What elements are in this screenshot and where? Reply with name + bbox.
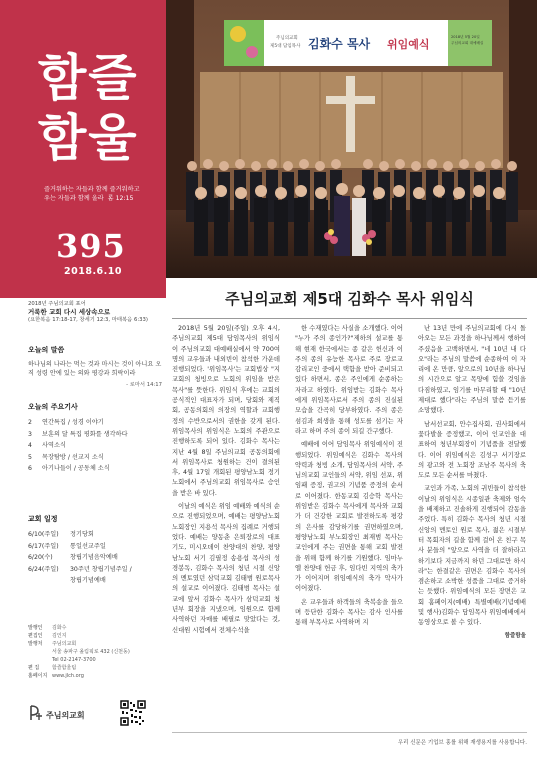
masthead-tagline xyxy=(44,185,160,203)
story-title: 목장탐방 / 선교지 소식 xyxy=(42,453,104,461)
footer-divider xyxy=(172,732,527,733)
story-item[interactable] xyxy=(28,429,162,441)
story-item[interactable] xyxy=(28,463,162,475)
story-title: 사역소식 xyxy=(42,442,66,449)
schedule-item xyxy=(28,552,162,564)
verse-heading: 오늘의 말씀 xyxy=(28,346,65,354)
article-paragraph: 남서선교회, 안수집사회, 권사회에서 꽃다발을 증정했고, 이어 인교인을 대표하여 청년부회장이 기념품을 전달했다. 이어 위임예식은 김성구 서기장로의 광고와 전 노회장 조남주 목사의 축도로 모든 순서를 마쳤다. xyxy=(418,420,526,480)
church-logo-icon xyxy=(28,704,44,722)
church-logo-row xyxy=(28,700,162,730)
verse-reference: - 로마서 14:17 xyxy=(126,382,162,388)
colophon-phone: Tel 02-2147-3700 xyxy=(52,657,96,663)
verse-text: 하나님의 나라는 먹는 것과 마시는 것이 아니요 오직 성령 안에 있는 의와 평강과 희락이라 xyxy=(28,361,162,377)
colophon-key: 발행처 xyxy=(28,641,43,647)
schedule-event: 창립기념음악예배 xyxy=(70,554,118,561)
colophon-value: 김화수 xyxy=(52,625,67,631)
article-paragraph: 한 수재였다는 사실을 소개했다. 이어 "누가 주의 종인가?"제하의 설교를 통해 현재 한국에서는 종 같은 헌신과 이 주의 종의 유능한 목사로 주로 장로교 감리교인 중에서 택함을 받아 준비되고 있다 하면서, 종은 주인에게 순종하는 자라고 하였다. 위임받는 김화수 목사에게 위임목사로서 주의 종의 진실된 모습을 간곡히 당부하였다. 주의 종은 섬김과 희생을 통해 성도를 섬기는 자라고 하며 주의 종이 되길 간구했다. xyxy=(295,325,404,435)
schedule-item xyxy=(28,575,162,587)
church-logo-text: 주님의교회 xyxy=(46,711,85,720)
tagline-line-1: 즐거워하는 자들과 함께 즐거워하고 xyxy=(44,186,140,193)
schedule-date: 6/20(수) xyxy=(28,554,53,561)
stories-heading: 오늘의 주요기사 xyxy=(28,403,78,411)
colophon-value: 주님의교회 xyxy=(52,641,77,647)
banner-small-line-1: 주님의교회 xyxy=(276,36,298,41)
banner-date: 2018년 5월 20일 xyxy=(451,35,480,39)
article-column-3 xyxy=(418,324,526,641)
article-paragraph: 난 13년 만에 주님의교회에 다시 돌아오는 모든 과정을 하나님께서 행하여 주셨음을 고백하면서, "네 10년 내 다오"라는 주님의 말씀에 순종하여 이 자리에 온 만큼, 앞으로의 10년을 하나님의 시간으로 알고 목양에 힘쓸 것임을 다짐하였고, 임기를 마무리할 때 "10년 제대로 했다"라는 주님의 말씀 듣기를 소망했다. xyxy=(418,325,526,415)
masthead xyxy=(0,0,166,298)
colophon-address: 서울 송파구 올림픽로 432 (신천동) xyxy=(52,649,130,655)
schedule-date: 6/24(주일) xyxy=(28,565,59,573)
story-item[interactable] xyxy=(28,452,162,464)
schedule-item xyxy=(28,529,162,541)
colophon-key: 홈페이지 xyxy=(28,673,48,679)
schedule-item xyxy=(28,564,162,576)
newsletter-title xyxy=(38,48,148,168)
article-headline: 주님의교회 제5대 김화수 목사 위임식 xyxy=(225,290,474,308)
todays-verse xyxy=(28,345,162,388)
motto-year-label: 2018년 주님의교회 표어 xyxy=(28,301,86,307)
story-title: 연간특집 / 성경 이야기 xyxy=(42,419,104,426)
tagline-line-2: 우는 자들과 함께 울라 xyxy=(44,195,104,202)
story-item[interactable] xyxy=(28,417,162,429)
story-page: 2 xyxy=(28,419,32,426)
schedule-date: 6/17(주일) xyxy=(28,542,59,550)
article-column-2 xyxy=(295,324,403,629)
schedule-event: 통일선교주일 xyxy=(70,542,106,550)
article-column-1 xyxy=(172,324,280,636)
ceremony-photo xyxy=(166,0,537,278)
tagline-ref: 롬 12:15 xyxy=(107,195,134,202)
story-title: 아기나들이 / 공동체 소식 xyxy=(42,465,110,472)
motto-references: (요한복음 17:18-17, 창세기 12:3, 마태복음 6:33) xyxy=(28,317,148,323)
church-schedule xyxy=(28,514,162,587)
schedule-event: 정기당회 xyxy=(70,531,94,538)
ceremony-photo-image xyxy=(166,0,537,278)
banner-accent-text: 위임예식 xyxy=(387,38,430,51)
sidebar xyxy=(0,0,166,760)
colophon xyxy=(28,624,162,680)
title-line-1: 함즐 xyxy=(38,48,139,107)
colophon-value: 함즐함울팀 xyxy=(52,665,77,671)
headline-divider xyxy=(172,318,527,319)
colophon-key: 편 집 xyxy=(28,665,40,671)
schedule-date: 6/10(주일) xyxy=(28,531,59,538)
article-paragraph: 2018년 5월 20일(주일) 오후 4시, 주님의교회 제5대 담임목사의 위임식이 주님의교회 대예배실에서 약 700여 명의 교우들과 내외빈이 참석한 가운데 진행되었다. '위임목사'는 교회법상 "지교회의 청빙으로 노회의 위임을 받은 목사"를 뜻한다. 위임식 후에는 교회의 공식적인 대표자가 되며, 당회와 제직회, 공동의회의 의장의 역할과 교회행정의 수반으로서의 권한을 갖게 된다. 위임목사의 위임식은 노회의 주관으로 진행하도록 되어 있다. 김화수 목사는 지난 4월 8일 주님의교회 공동의회에서 위임목사로 청원하는 건이 결의된 후, 4월 17일 개회된 평양남노회 정기노회에서 주님의교회 위임목사로 승인을 받은 바 있다. xyxy=(172,325,280,497)
schedule-event: 창립기념예배 xyxy=(70,577,106,584)
article-paragraph: 이날의 예식은 위임 예배와 예식의 순으로 진행되었으며, 예배는 평양남노회 노회장인 지용석 목사의 집례로 거행되었다. 예배는 양동춘 은퇴장로의 대표기도, 미시오데이 찬양대의 찬양, 평양남노회 서기 김필정 송용섭 목사의 성경봉독, 김화수 목사의 청년 시절 신앙의 멘토였던 삼덕교회 김태범 원로목사의 설교로 이어졌다. 김태범 목사는 설교에 앞서 김화수 목사가 삼덕교회 청년부 회장을 지냈으며, 임원으로 함께 사역하던 자매를 배필로 맞았다는 것, 신대원 시험에서 전체수석을 xyxy=(172,503,281,634)
story-page: 5 xyxy=(28,453,32,461)
schedule-heading: 교회 일정 xyxy=(28,515,58,523)
banner-venue: 주님의교회 대예배실 xyxy=(451,41,484,45)
schedule-event: 30주년 창립기념주일 / xyxy=(70,565,132,573)
article-credit: 함즐함울 xyxy=(504,632,526,639)
title-line-2: 함울 xyxy=(38,108,139,167)
story-item[interactable] xyxy=(28,440,162,452)
colophon-value: 김인지 xyxy=(52,633,67,639)
banner-main-text: 김화수 목사 xyxy=(308,37,371,51)
recycled-paper-note: 우리 신문은 기업브 홍를 위해 재생용지를 사용합니다. xyxy=(397,740,527,746)
article-paragraph: 교인과 가족, 노회의 귀빈들이 참석한 이날의 위임식은 시종일관 축제와 엄숙을 배제하고 진솔하게 진행되어 감동을 주었다. 특히 김화수 목사의 청년 시절 신앙의 멘토인 원로 목사, 젊은 시절부터 목회자의 길을 함께 걸어 온 친구 목사 분들의 "앞으로 사역을 더 잘하라고 하기보다 지금까지 하던 그대로만 하시라"는 한결같은 권면은 김화수 목사의 겸손하고 소박한 성품을 그대로 증거하는 듯했다. 위임예식의 모든 장면은 교회 홈페이지(예배) 특별예배(기념예배 및 행사)김화수 담임목사 위임예배에서 동영상으로 볼 수 있다. xyxy=(418,485,527,627)
story-page: 3 xyxy=(28,430,32,438)
colophon-key: 발행인 xyxy=(28,625,43,631)
homepage-link[interactable]: www.jlch.org xyxy=(52,673,84,679)
motto-title: 거룩한 교회 다시 세상속으로 xyxy=(28,308,111,316)
issue-date: 2018.6.10 xyxy=(64,266,122,277)
story-page: 4 xyxy=(28,442,32,449)
article-paragraph: 온 교우들과 하객들의 축복송을 들으며 등단한 김화수 목사는 감사 인사를 통해 부목사로 사역하며 지 xyxy=(295,598,403,627)
todays-stories xyxy=(28,402,162,475)
qr-code-icon[interactable] xyxy=(120,700,146,726)
issue-number: 395 xyxy=(56,227,126,265)
schedule-item xyxy=(28,541,162,553)
story-title: 보훈의 달 특집 평화를 생각하다 xyxy=(42,430,128,438)
schedule-date xyxy=(28,575,70,587)
colophon-key: 편집인 xyxy=(28,633,43,639)
church-motto xyxy=(28,300,162,324)
article-paragraph: 예배에 이어 담임목사 위임예식이 진행되었다. 위임예식은 김화수 목사의 약력과 청빙 소개, 담임목사의 서약, 주님의교회 교인들의 서약, 위임 선포, 위임패 증정, 권고의 기념품 증정의 순서로 이어졌다. 한동교회 김승학 목사는 위임받은 김화수 목사에게 목사와 교회가 더 건강한 교회로 발전하도록 평강의 은사를 감당하기를 권면하였으며, 평양남노회 부노회장인 최재범 목사는 교인에게 주는 권면을 통해 교회 발전을 위해 함께 하기를 기원했다. 임마누엘 찬양대 헌금 후, 임다빈 지역의 축가가 이어지며 위임예식의 축가 악사가 이어졌다. xyxy=(295,441,403,593)
banner-small-line-2: 제5대 담임목사 xyxy=(270,44,301,49)
story-page: 6 xyxy=(28,465,32,472)
